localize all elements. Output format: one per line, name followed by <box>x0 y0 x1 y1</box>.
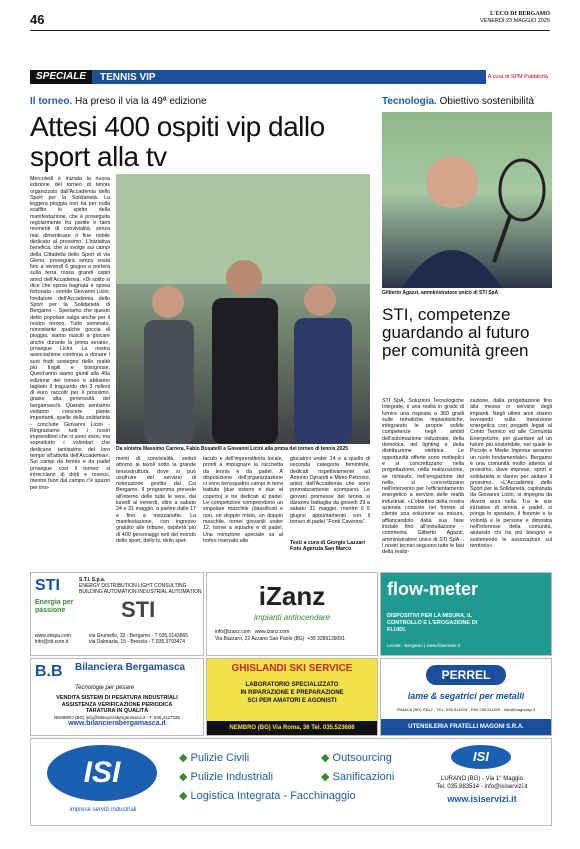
main-byline <box>290 540 370 553</box>
flowmeter-loc: Levate - Bergamo | www.flowmeter.it <box>387 643 460 648</box>
main-column-4: giocatrici under 14 e a quello di seconda categoria femminile, dedicati rispettivamente ad Antonio Oprandi e Mirko Petronio, amici dell'Accademia che sono prematuramente scomparsi. Le giovani promesse del tennis si daranno battaglia da giovedì 29 a sabato 31 maggio, mentre il 5 giugno appuntamento con il torneo di padel "Fonti Caverina". <box>290 456 370 525</box>
section-label: SPECIALE <box>30 70 92 84</box>
main-photo-caption: Da sinistra Massimo Carrera, Fabio Bosatelli e Giovanni Licini alla prima del torneo di tennis 2025 <box>116 446 349 452</box>
side-kicker <box>382 96 534 107</box>
page-number: 46 <box>30 12 45 27</box>
sti-mail[interactable]: info@sti-com.it <box>35 639 69 645</box>
side-headline: STI, competenze guardando al futuro per comunità green <box>382 305 530 360</box>
bilanciera-brand: Bilanciera Bergamasca <box>75 662 186 673</box>
ghislandi-line1: LABORATORIO SPECIALIZZATO <box>245 682 339 688</box>
isi-service2: Pulizie Industriali <box>190 771 274 783</box>
bilanciera-line1: VENDITA SISTEMI DI PESATURA INDUSTRIALI <box>56 695 178 701</box>
isi-service1: Pulizie Civili <box>190 752 250 764</box>
bullet-icon: ◆ <box>179 771 188 783</box>
bilanciera-line2: ASSISTENZA VERIFICAZIONE PERIODICA <box>61 701 173 708</box>
perrel-brand: PERREL <box>426 665 506 685</box>
side-kicker-bold: Tecnologia. <box>382 96 437 107</box>
sti-info <box>79 577 202 595</box>
bullet-icon: ◆ <box>321 752 330 764</box>
sti-company: S.T.I. S.p.a. <box>79 577 106 583</box>
side-column-2: zazione, dalla progettazione fino alla messa in servizio degli impianti. Negli ultimi anni stiamo lavorando sulla transizione energetica con progetti legati al Conto Termico ed alle Comunità Energetiche, per guardare ad un futuro più sostenibile, nel quale le Piccole e Medie Imprese avranno un ruolo fondamentale». Bergamo è una comunità molto attenta al prossimo, dove imprese, sport e solidarietà si danno per aiutare il prossimo. «L'Accademia dello Sport per la Solidarietà, capitanata da Giovanni Licini, si impegna da diversi anni nella. Tra le sue iniziative di tennis e padel, si ponga lo spostare, il fiorente e la volontà e le persone e dimostra nell'interesse della comunità, aiutando chi ha più bisogno e sostenendo le associazioni sul territorio». <box>470 398 552 549</box>
side-photo <box>382 112 552 288</box>
isi-addr2: Tel. 035.883514 - info@isiservizi.it <box>436 784 528 790</box>
ghislandi-line2: IN RIPARAZIONE E PREPARAZIONE <box>240 690 344 696</box>
isi-web[interactable]: www.isiservizi.it <box>447 794 517 804</box>
ghislandi-line3: SCI PER AMATORI E AGONISTI <box>247 698 337 704</box>
bilanciera-web[interactable]: www.bilancierabergamasca.it <box>68 720 166 727</box>
ad-isi[interactable] <box>30 738 552 826</box>
main-column-1: Mercoledì è iniziata la nuova edizione del torneo di tennis organizzato dall'Accademia dello Sport per la Solidarietà. La leggera pioggia non ha per nulla scalfito lo spirito della manifestazione, che è proseguita regolarmente fra partite e tanti momenti di convivialità, senza mai dimenticare il fine nobile dedicato al prossimo. L'iniziativa benefica, che si svolge sui campi della Cittadella dello Sport di via Gleno, proseguirà senza sosta fino a venerdì 6 giugno e porterà sulla terra rossa grandi ospiti amici dell'Accademia. «Di solito si dice che sposa bagnata è sposa fortunata - sorride Giovanni Licini, fondatore dell'Accademia dello Sport per la Solidarietà di Bergamo -. Speriamo che questo detto popolare valga anche per il nostro torneo. Tutto sommato, nonostante qualche goccia di pioggia, siamo riusciti a giocare anche durante la prima serata», prosegue Licini. La nostra associazione continua a donare i suoi frutti sostegno delle realtà più fragili e bisognose. Quest'anno siamo giunti alla 49a edizione del torneo e abbiamo tagliato il traguardo dei 3 milioni di euro raccolti per il prossimo, grazie alla generosità dei bergamaschi. Quando sentiamo vedamo crescere piante importanti, quelle della solidarietà - conclude Giovanni Licini - Ringraziamo tutti i nostri imprenditori che ci sono vicini, ma soprattutto i volontari che dedicano tantissimo del loro tempo all'attività dell'Accademia». Sui campi da tennis e da padel prosegue così il torneo: si intrecciano di dritti e rovesci, mentre fuori dal campo c'è spazio per imo- <box>30 176 110 491</box>
side-photo-caption: Gilberto Agazzi, amministratore unico di STI SpA <box>382 290 499 296</box>
byline-photo: Foto Agenzia San Marco <box>290 546 352 553</box>
bullet-icon: ◆ <box>179 752 188 764</box>
main-kicker <box>30 96 207 107</box>
isi-service3: Logistica Integrata - Facchinaggio <box>190 790 356 802</box>
isi-services-right <box>321 749 394 787</box>
ad-sti[interactable] <box>30 572 204 656</box>
people-photo-illustration <box>116 174 370 444</box>
bilanciera-tagline: Tecnologie per pesare <box>75 685 135 691</box>
izanz-tel: +39 3289139091 <box>307 636 345 642</box>
publication-name: L'ECO DI BERGAMO <box>489 11 550 17</box>
subsection-label: TENNIS VIP <box>100 71 156 83</box>
isi-addr1: LURANO (BG) - Via 1° Maggio <box>441 776 523 782</box>
perrel-info: RANICA (BG) ITALY - TEL. 035 514019 - FAX 035 511029 - info@magonisp.it <box>397 707 535 712</box>
curated-by: A cura di SPM Pubblicità <box>486 70 550 84</box>
sti-addresses <box>89 633 188 645</box>
izanz-addr: Via Bazzaro, 22 Azzano San Paolo (BG) <box>215 636 305 642</box>
main-kicker-bold: Il torneo. <box>30 96 73 107</box>
main-photo <box>116 174 370 444</box>
izanz-mail[interactable]: info@izanz.com <box>215 629 251 635</box>
isi-contacts <box>417 775 547 803</box>
bilanciera-line3: TARATURA IN QUALITÀ <box>85 708 149 714</box>
sti-web[interactable]: www.stispa.com <box>35 633 71 639</box>
sti-contacts <box>35 633 71 645</box>
isi-logo-small: ISI <box>451 745 511 769</box>
sti-addr2: via Dalmazia, 15 - Brescia - T 035.3793474 <box>89 639 185 645</box>
ad-izanz[interactable] <box>206 572 378 656</box>
ghislandi-addr: NEMBRO (BG) Via Roma, 36 Tel. 035.523686 <box>207 721 377 735</box>
bilanciera-tel: NEMBRO (BG) info@bilancierabergamasca.it - T. 035.4127335 <box>53 714 181 720</box>
flowmeter-brand: flow-meter <box>387 579 479 599</box>
byline-text: Testi a cura di Giorgio Lazzari <box>290 540 365 546</box>
ghislandi-brand: GHISLANDI SKI SERVICE <box>231 663 353 674</box>
isi-sub: imprese servizi industriali <box>69 807 137 813</box>
perrel-tagline: lame & segatrici per metalli <box>407 691 525 701</box>
main-column-3: tacolo e dell'imprenditoria locale, pronti a impugnare la racchetta da tennis e da padel. A disposizione dell'organizzazione ci sono bensquattro campi in terra battuta (due esterni e due al coperto) e tre dedicati al padel. Le competizioni comprendono un singolare maschile (dassificati e non, un doppio misto, un doppio maschile, tornei giovanili under 12, tornei a squadre e di padel. Una menzione speciale va al trofeo riservato alle <box>203 456 283 544</box>
sti-logo-large: STI <box>121 597 156 622</box>
perrel-footer: UTENSILERIA FRATELLI MAGONI S.R.A. <box>381 719 551 735</box>
bilanciera-logo: B.B <box>35 663 63 680</box>
isi-service4: Outsourcing <box>332 752 392 764</box>
main-headline: Attesi 400 ospiti vip dallo sport alla tv <box>30 111 325 172</box>
ad-ghislandi[interactable] <box>206 658 378 736</box>
bullet-icon: ◆ <box>179 790 188 802</box>
isi-logo: ISI <box>47 745 157 801</box>
section-band <box>30 70 550 84</box>
flowmeter-sub: DISPOSITIVI PER LA MISURA, IL CONTROLLO E L'EROGAZIONE DI FLUIDI. <box>387 613 478 633</box>
sti-line1: ENERGY DISTRIBUTION LIGHT CONSULTING <box>79 583 187 589</box>
isi-service5: Sanificazioni <box>332 771 395 783</box>
ghislandi-services <box>207 681 377 705</box>
ad-bilanciera[interactable] <box>30 658 204 736</box>
publication-info <box>480 11 550 25</box>
izanz-contacts <box>215 629 345 643</box>
izanz-brand: iZanz <box>258 581 326 611</box>
portrait-illustration <box>382 112 552 288</box>
sti-logo-small: STI <box>35 577 60 594</box>
main-column-2: menti di convivialità, seduti attorno ai tavoli sotto la grande tensostruttura, dove si può usufruire del servizio di ristorazione gestito dal Csi Bergamo. Il programma prevede all'interno delle tutte le sere, dal lunedì al venerdì, oltre a sabato 24 e 31 maggio, a partire dalle 17 e fino a mezzanotte. La manifestazione, con ingresso gratuito alle tribune, ospiterà più di 400 personaggi noti del mondo dello sport, dello tv, dello spet- <box>116 456 196 544</box>
sti-tagline: Energia per passione <box>35 599 74 614</box>
ad-flowmeter[interactable] <box>380 572 552 656</box>
side-kicker-text: Obiettivo sostenibilità <box>439 96 535 107</box>
bullet-icon: ◆ <box>321 771 330 783</box>
side-column-1: STI SpA, Soluzioni Tecnologiche Integrate, è una realtà in grado di fornire una risposta a 360 gradi sulle tematiche impiantistiche, integrando le proprie solide competenze negli ambiti dell'automazione industriale, della domotica, del lighting e della distribuzione elettrica. Le opportunità offerte sono molteplici e si concretizzano nella progettazione, nella realizzazione, se richiesto, nell'erogazione del nelle, si concretizzano nell'intervento per l'efficientamento energetico a servizio delle realtà industriali. «L'obiettivo della nostra azienda consiste nel fornire al cliente una soluzione su misura, affiancandolo dalla sua fase iniziale fino all'installazione - commenta Gilberto Agazzi, amministratore unico di STI SpA -. I nostri tecnici seguono tutte le fasi della realiz- <box>382 398 464 556</box>
header-rule <box>30 30 550 31</box>
main-kicker-text: Ha preso il via la 49ª edizione <box>75 96 207 107</box>
izanz-tagline: impianti antincendare <box>253 613 331 622</box>
publication-date: VENERDÌ 23 MAGGIO 2025 <box>480 18 550 24</box>
sti-line2: BUILDING AUTOMATION INDUSTRIAL AUTOMATION <box>79 589 202 595</box>
izanz-web[interactable]: www.izanz.com <box>254 629 290 635</box>
ad-perrel[interactable] <box>380 658 552 736</box>
sti-addr1: via Grumello, 32 - Bergamo - T 035.0143865 <box>89 633 189 639</box>
bilanciera-services <box>31 695 203 728</box>
